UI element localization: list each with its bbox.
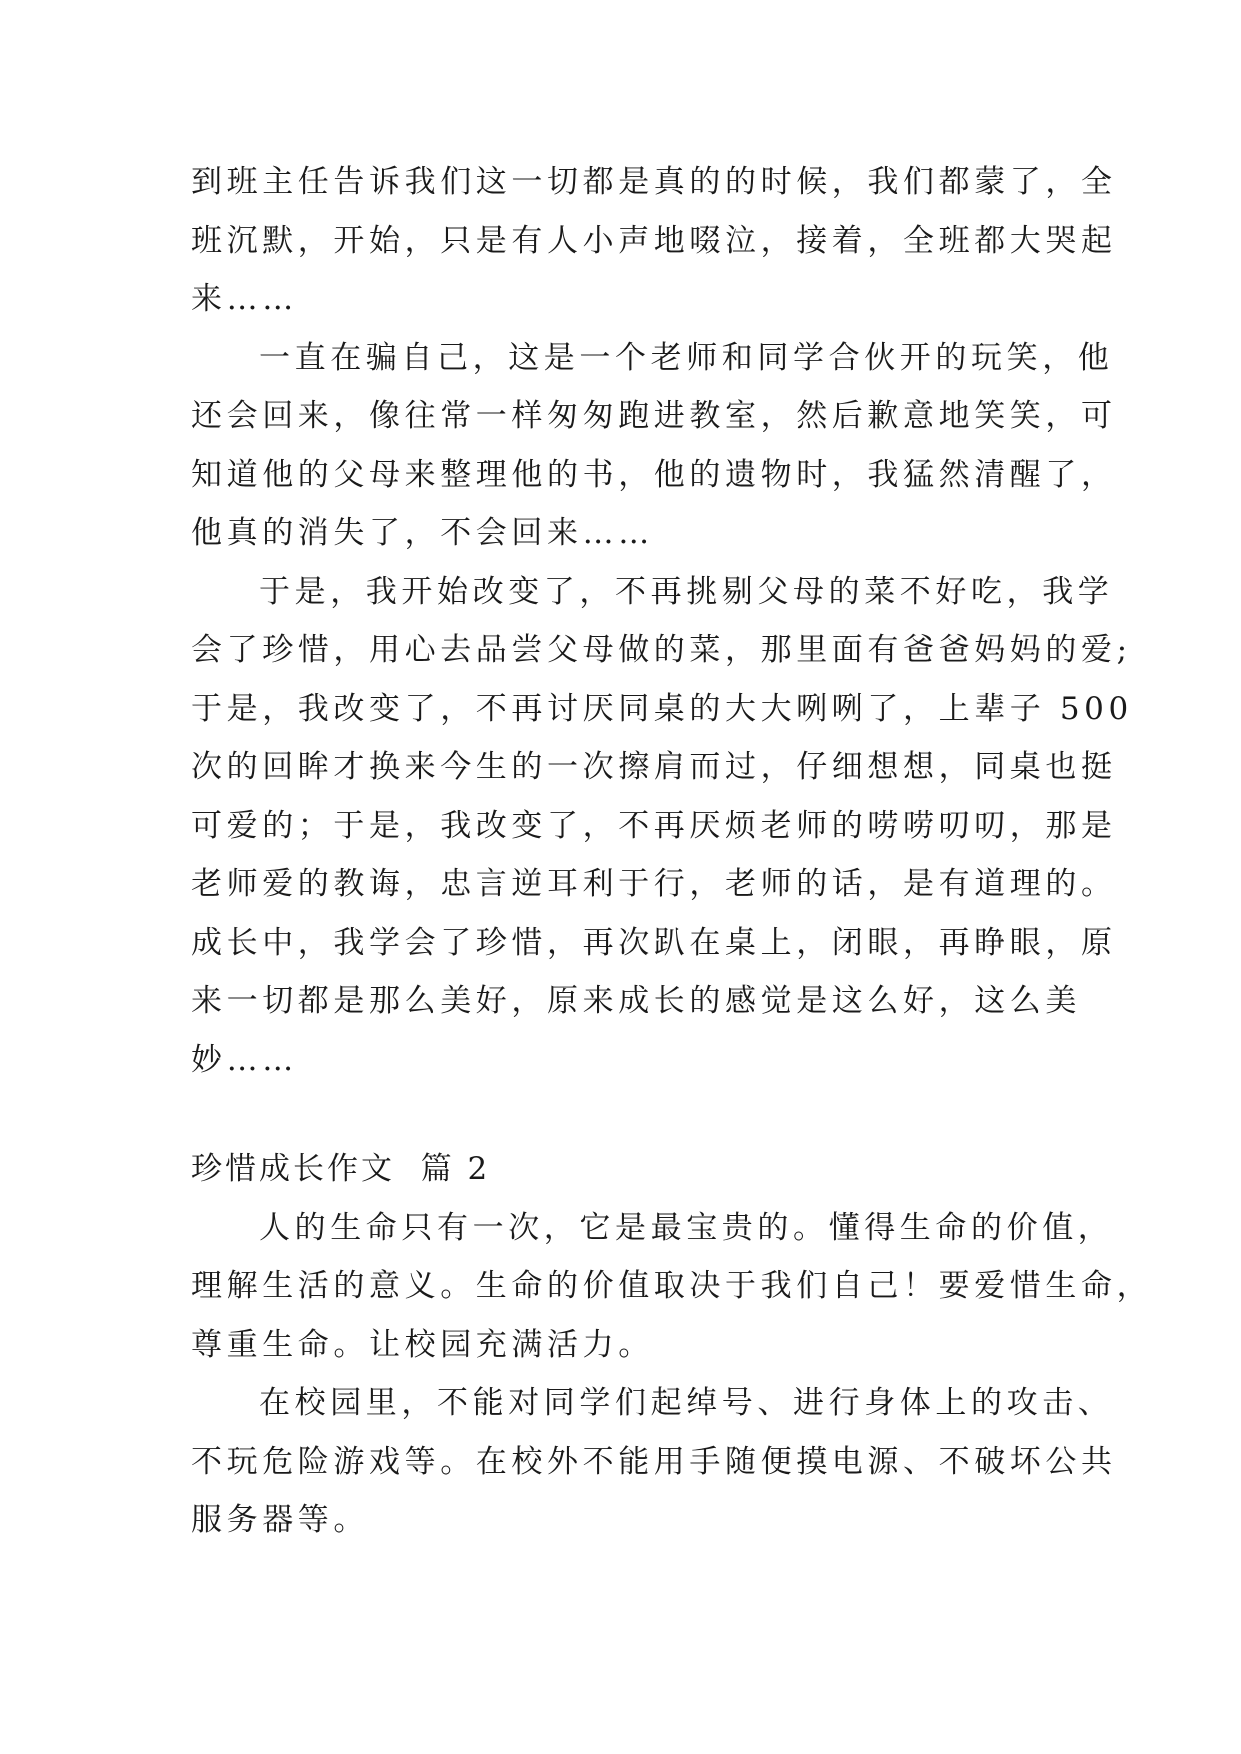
paragraph-3-line-6: 老师爱的教诲，忠言逆耳利于行，老师的话，是有道理的。 — [191, 866, 1117, 902]
paragraph-3-line-8: 来一切都是那么美好，原来成长的感觉是这么好，这么美 — [191, 983, 1081, 1019]
paragraph-3-line-4: 次的回眸才换来今生的一次擦肩而过，仔细想想，同桌也挺 — [191, 749, 1117, 785]
paragraph-4-line-3: 尊重生命。让校园充满活力。 — [191, 1327, 654, 1363]
paragraph-2-line-2: 还会回来，像往常一样匆匆跑进教室，然后歉意地笑笑，可 — [191, 398, 1117, 434]
paragraph-5-line-3: 服务器等。 — [191, 1502, 369, 1538]
paragraph-4-line-2: 理解生活的意义。生命的价值取决于我们自己！要爱惜生命， — [191, 1268, 1153, 1304]
paragraph-3-line-1: 于是，我开始改变了，不再挑剔父母的菜不好吃，我学 — [259, 574, 1114, 610]
paragraph-1-line-3: 来…… — [191, 281, 298, 317]
paragraph-1-line-1: 到班主任告诉我们这一切都是真的的时候，我们都蒙了，全 — [191, 164, 1117, 200]
paragraph-3-line-3: 于是，我改变了，不再讨厌同桌的大大咧咧了，上辈子 500 — [191, 691, 1133, 727]
paragraph-4-line-1: 人的生命只有一次，它是最宝贵的。懂得生命的价值， — [259, 1210, 1114, 1246]
section-heading: 珍惜成长作文 篇 2 — [191, 1151, 491, 1187]
paragraph-3-line-5: 可爱的；于是，我改变了，不再厌烦老师的唠唠叨叨，那是 — [191, 808, 1117, 844]
paragraph-2-line-3: 知道他的父母来整理他的书，他的遗物时，我猛然清醒了， — [191, 457, 1117, 493]
paragraph-5-line-2: 不玩危险游戏等。在校外不能用手随便摸电源、不破坏公共 — [191, 1444, 1117, 1480]
paragraph-5-line-1: 在校园里，不能对同学们起绰号、进行身体上的攻击、 — [259, 1385, 1114, 1421]
paragraph-3-line-7: 成长中，我学会了珍惜，再次趴在桌上，闭眼，再睁眼，原 — [191, 925, 1117, 961]
paragraph-3-line-9: 妙…… — [191, 1042, 298, 1078]
paragraph-1-line-2: 班沉默，开始，只是有人小声地啜泣，接着，全班都大哭起 — [191, 223, 1117, 259]
paragraph-2-line-1: 一直在骗自己，这是一个老师和同学合伙开的玩笑，他 — [259, 340, 1114, 376]
paragraph-2-line-4: 他真的消失了，不会回来…… — [191, 515, 654, 551]
paragraph-3-line-2: 会了珍惜，用心去品尝父母做的菜，那里面有爸爸妈妈的爱; — [191, 632, 1132, 668]
